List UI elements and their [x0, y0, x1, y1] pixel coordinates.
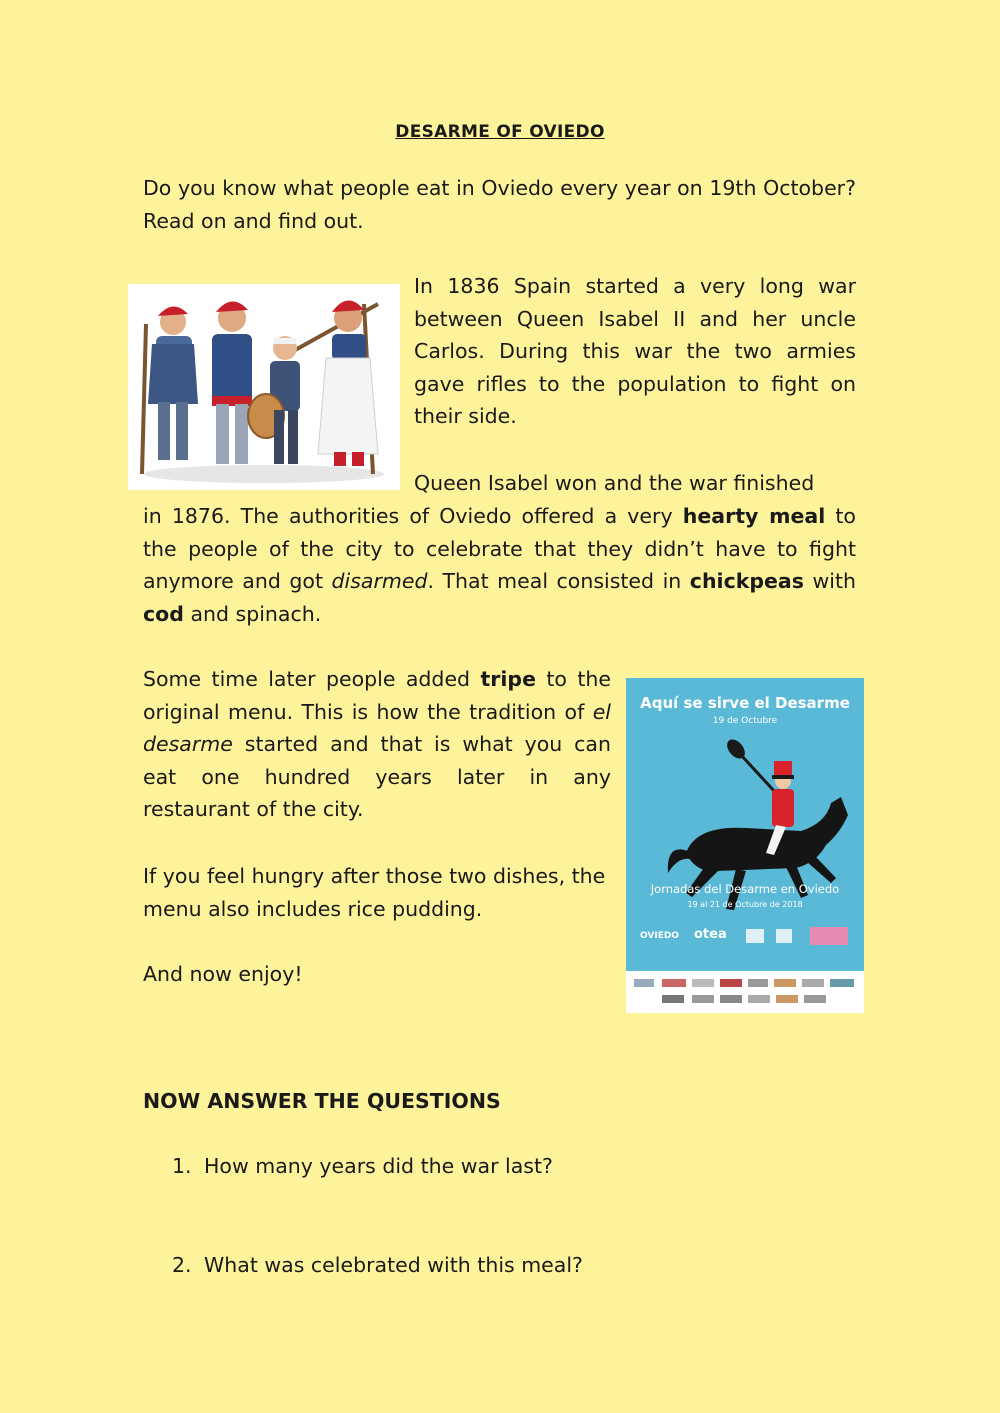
poster-date: 19 de Octubre [712, 716, 778, 726]
soldiers-illustration [128, 284, 400, 490]
otea-logo: otea [694, 927, 727, 942]
question-item: 2. What was celebrated with this meal? [172, 1253, 583, 1277]
page-title: DESARME OF OVIEDO [395, 122, 605, 142]
oviedo-logo: OVIEDO [640, 931, 679, 941]
keyword-chickpeas: chickpeas [689, 569, 804, 594]
keyword-tripe: tripe [480, 667, 536, 691]
tradition-paragraph: Some time later people added tripe to the original menu. This is how the tradition of el desarme started and that is what you can eat one hundred years later in any restaurant of the city. [143, 667, 611, 822]
keyword-cod: cod [143, 601, 184, 626]
keyword-disarmed: disarmed [331, 569, 428, 594]
sponsor-strip [626, 971, 864, 1013]
questions-heading: NOW ANSWER THE QUESTIONS [143, 1089, 501, 1113]
desarme-poster [626, 678, 864, 1013]
victory-first-line: Queen Isabel won and the war finished [414, 471, 815, 495]
poster-logos [626, 923, 864, 953]
history-paragraph: In 1836 Spain started a very long war between Queen Isabel II and her uncle Carlos. During this war the two armies gave rifles to the population to fight on their side. [414, 274, 856, 429]
meal-paragraph: in 1876. The authorities of Oviedo offered a very hearty meal to the people of the city to celebrate that they didn’t have to fight anymore and got disarmed. That meal consisted in chickpeas with cod and spinach. [143, 504, 856, 626]
poster-event-title: Jornadas del Desarme en Oviedo [650, 882, 840, 896]
closing-line: And now enjoy! [143, 962, 303, 986]
poster-headline: Aquí se sirve el Desarme [640, 694, 850, 712]
dessert-paragraph: If you feel hungry after those two dishes, the menu also includes rice pudding. [143, 864, 606, 921]
intro-paragraph: Do you know what people eat in Oviedo every year on 19th October? Read on and find out. [143, 176, 856, 233]
keyword-hearty-meal: hearty meal [682, 504, 826, 528]
keyword-el-desarme: el desarme [143, 699, 611, 757]
poster-event-dates: 19 al 21 de Octubre de 2018 [687, 900, 803, 909]
question-item: 1. How many years did the war last? [172, 1154, 553, 1178]
